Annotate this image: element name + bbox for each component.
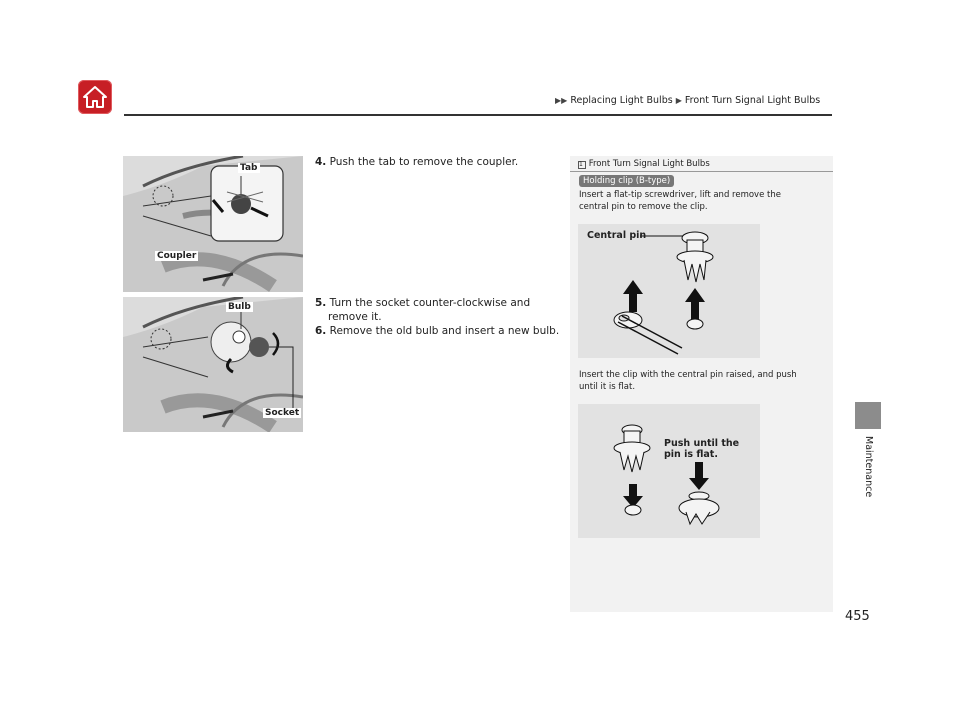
central-pin-label: Central pin [587, 230, 647, 241]
breadcrumb [555, 95, 820, 106]
step-4: 4. Push the tab to remove the coupler. [315, 156, 519, 168]
note-paragraph-1: Insert a flat-tip screwdriver, lift and remove the central pin to remove the clip. [579, 190, 781, 212]
breadcrumb-item-replacing-bulbs[interactable]: Replacing Light Bulbs [570, 95, 673, 106]
page-number: 455 [845, 609, 870, 624]
bulb-callout: Bulb [228, 302, 251, 312]
coupler-illustration [123, 156, 303, 292]
home-icon [78, 80, 112, 114]
note-divider [570, 171, 833, 172]
tab-callout: Tab [240, 163, 258, 173]
step-6: 6. Remove the old bulb and insert a new bulb. [315, 325, 560, 337]
clip-insert-illustration [578, 404, 760, 538]
chevron-right-icon: ▶ [675, 96, 682, 105]
holding-clip-tag: Holding clip (B-type) [579, 175, 674, 187]
coupler-callout: Coupler [157, 251, 197, 261]
note-icon: 1 [578, 161, 586, 169]
header-divider [124, 114, 832, 116]
section-tab-label: Maintenance [863, 436, 874, 498]
chevron-right-icon: ▶▶ [555, 96, 568, 105]
section-tab-marker[interactable] [855, 402, 881, 429]
breadcrumb-item-front-turn-signal[interactable]: Front Turn Signal Light Bulbs [684, 95, 821, 106]
clip-removal-illustration [578, 224, 760, 358]
home-button[interactable] [78, 80, 112, 114]
socket-callout: Socket [265, 408, 300, 418]
note-paragraph-2: Insert the clip with the central pin raised, and push until it is flat. [579, 370, 797, 392]
push-until-flat-label: Push until the pin is flat. [664, 438, 740, 460]
note-title: 1 Front Turn Signal Light Bulbs [579, 159, 710, 169]
step-5: 5. Turn the socket counter-clockwise and remove it. [315, 297, 531, 323]
